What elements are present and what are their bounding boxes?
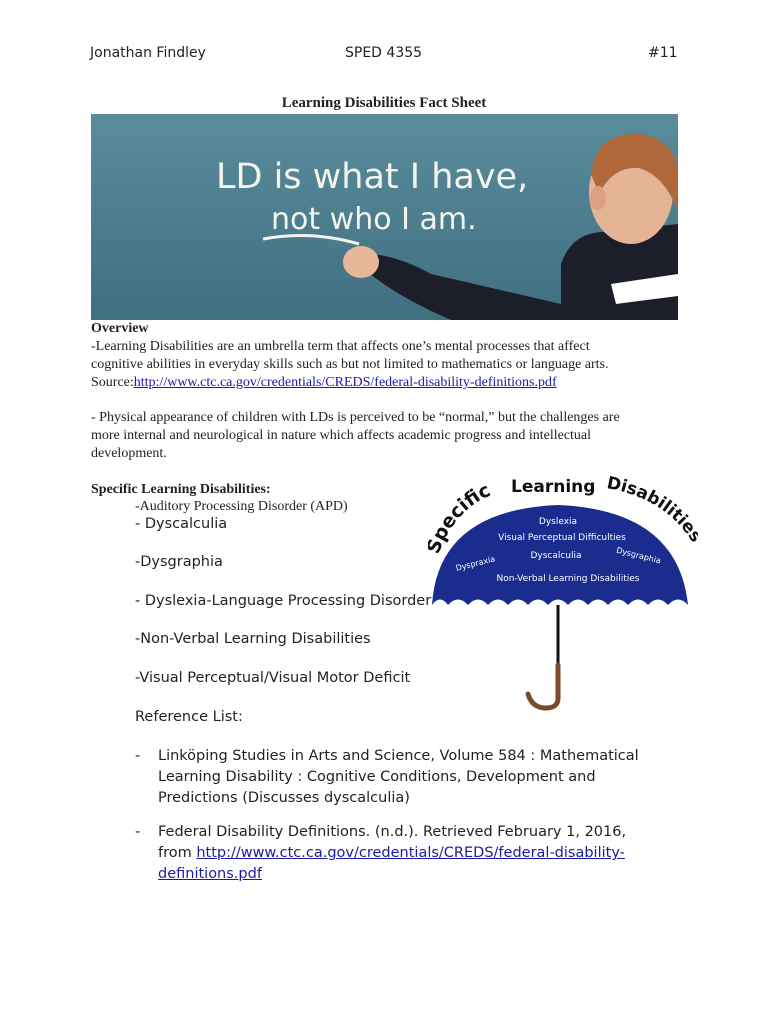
umbrella-word-learning: Learning	[511, 477, 596, 497]
banner-line-1: LD is what I have,	[216, 157, 529, 197]
appearance-line-1: - Physical appearance of children with LDs is perceived to be “normal,” but the challenges are	[91, 410, 620, 425]
source-link[interactable]: http://www.ctc.ca.gov/credentials/CREDS/federal-disability-definitions.pdf	[133, 375, 557, 390]
boy-ear	[590, 186, 606, 210]
reference-item	[135, 746, 655, 809]
reference-item	[135, 822, 655, 885]
umbrella-label-visual: Visual Perceptual Difficulties	[498, 533, 626, 543]
references-heading: Reference List:	[135, 709, 243, 725]
source-label: Source:	[91, 375, 134, 390]
reference-2-link-part-1[interactable]: http://www.ctc.ca.gov/credentials/CREDS/federal-disability-	[196, 845, 625, 861]
course-code: SPED 4355	[345, 45, 423, 61]
reference-1-line-3: Predictions (Discusses dyscalculia)	[158, 790, 410, 806]
reference-2-line-2	[158, 843, 655, 864]
banner-line-2: not who I am.	[271, 202, 477, 237]
reference-2-line-1: Federal Disability Definitions. (n.d.). Retrieved February 1, 2016,	[158, 824, 627, 840]
umbrella-label-dyslexia: Dyslexia	[538, 517, 578, 527]
appearance-line-2: more internal and neurological in nature which affects academic progress and intellectual	[91, 428, 592, 443]
disability-item: -Non-Verbal Learning Disabilities	[135, 631, 371, 647]
umbrella-word-disabilities: Disabilitie	[605, 473, 698, 539]
reference-1-line-2: Learning Disability : Cognitive Conditions, Development and	[158, 769, 596, 785]
reference-bullet: -	[135, 748, 141, 764]
overview-line-1: -Learning Disabilities are an umbrella term that affects one’s mental processes that affect	[91, 339, 590, 354]
assignment-number: #11	[648, 45, 678, 61]
disability-item: -Auditory Processing Disorder (APD)	[135, 499, 348, 514]
reference-bullet: -	[135, 824, 141, 840]
umbrella-word-specific: Specific	[428, 479, 494, 557]
overview-source	[91, 374, 557, 392]
appearance-line-3: development.	[91, 446, 167, 461]
reference-1-line-1: Linköping Studies in Arts and Science, Volume 584 : Mathematical	[158, 748, 639, 764]
overview-heading: Overview	[91, 321, 149, 336]
overview-line-2: cognitive abilities in everyday skills such as but not limited to mathematics or language arts.	[91, 357, 609, 372]
banner-image	[91, 114, 678, 320]
umbrella-graphic	[428, 470, 698, 715]
disability-item: - Dyscalculia	[135, 516, 228, 532]
umbrella-label-dysgraphia: Dysgraphia	[615, 545, 662, 566]
umbrella-label-dyspraxia: Dyspraxia	[454, 554, 496, 573]
author-name: Jonathan Findley	[90, 45, 206, 61]
disability-item: -Visual Perceptual/Visual Motor Deficit	[135, 670, 411, 686]
disability-item: -Dysgraphia	[135, 554, 223, 570]
reference-2-from: from	[158, 845, 197, 861]
specific-heading: Specific Learning Disabilities:	[91, 482, 271, 497]
umbrella-label-dyscalculia: Dyscalculia	[530, 551, 582, 561]
umbrella-label-nonverbal: Non-Verbal Learning Disabilities	[496, 574, 640, 584]
page-title: Learning Disabilities Fact Sheet	[281, 95, 487, 111]
reference-2-link-part-2[interactable]: definitions.pdf	[158, 866, 262, 882]
umbrella-handle	[528, 665, 558, 708]
boy-hand	[343, 246, 379, 278]
disability-item: - Dyslexia-Language Processing Disorder	[135, 593, 432, 609]
reference-2-line-3	[158, 864, 655, 885]
